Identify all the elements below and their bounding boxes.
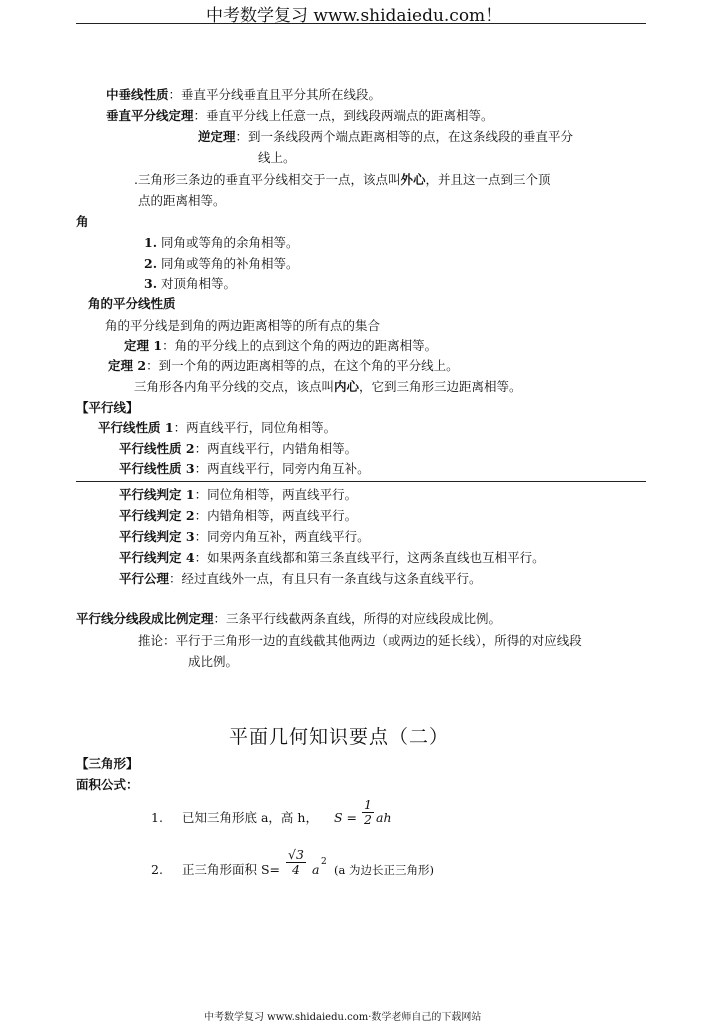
page-header-title: 中考数学复习 www.shidaiedu.com！ xyxy=(206,6,503,26)
perp-bisector-property xyxy=(106,87,381,103)
formula-1-fraction xyxy=(362,798,374,827)
incenter-term: 内心 xyxy=(334,379,360,394)
parallel-property-2 xyxy=(119,441,357,457)
text: ，它到三角形三边距离相等。 xyxy=(359,379,522,394)
formula-1-text: 已知三角形底 a，高 h， xyxy=(182,810,318,825)
formula-2-note: (a 为边长正三角形) xyxy=(334,863,434,877)
label: 平行公理 xyxy=(119,571,170,586)
label: 逆定理 xyxy=(198,129,236,144)
fraction xyxy=(362,798,374,827)
label: 平行线分线段成比例定理 xyxy=(76,611,214,626)
text: 对顶角相等。 xyxy=(161,276,237,291)
text: ：垂直平分线垂直且平分其所在线段。 xyxy=(168,87,382,102)
angle-bisector-heading: 角的平分线性质 xyxy=(88,296,176,311)
perp-bisector-converse-cont: 线上。 xyxy=(258,150,296,165)
parallel-criterion-4 xyxy=(119,550,545,566)
section-title: 平面几何知识要点（二） xyxy=(229,726,450,748)
fraction xyxy=(286,848,306,877)
text: ：两直线平行，内错角相等。 xyxy=(194,441,358,456)
text: ：角的平分线上的点到这个角的两边的距离相等。 xyxy=(162,338,438,353)
fraction-numerator: 1 xyxy=(364,797,372,812)
corollary-line-2: 成比例。 xyxy=(188,654,239,669)
text: ：两直线平行，同旁内角互补。 xyxy=(194,461,370,476)
circumcenter-line-1 xyxy=(134,172,551,188)
circumcenter-line-2: 点的距离相等。 xyxy=(138,193,226,208)
formula-1-lhs: S = xyxy=(334,810,358,825)
parallel-property-1 xyxy=(98,420,336,436)
angle-bisector-theorem-1 xyxy=(124,338,437,354)
parallel-heading: 【平行线】 xyxy=(76,400,139,415)
parallel-property-3 xyxy=(119,461,370,477)
label: 平行线性质 3 xyxy=(119,461,195,476)
formula-2-fraction xyxy=(286,848,306,877)
formula-1-number: 1. xyxy=(151,810,163,825)
corollary-line-1: 推论：平行于三角形一边的直线截其他两边（或两边的延长线），所得的对应线段 xyxy=(138,633,582,648)
fraction-numerator-sqrt: √3 xyxy=(288,847,304,862)
formula-2-variable: a xyxy=(312,862,320,877)
text: ：内错角相等，两直线平行。 xyxy=(194,508,358,523)
label: 垂直平分线定理 xyxy=(106,108,194,123)
angle-item-1 xyxy=(144,235,299,251)
header-rule xyxy=(76,23,646,24)
formula-2-text: 正三角形面积 S= xyxy=(182,862,281,877)
angle-heading: 角 xyxy=(76,214,89,229)
label: 平行线判定 4 xyxy=(119,550,195,565)
num: 3. xyxy=(144,276,158,291)
text: ：同位角相等，两直线平行。 xyxy=(194,487,358,502)
text: ：经过直线外一点，有且只有一条直线与这条直线平行。 xyxy=(169,571,482,586)
angle-item-2 xyxy=(144,256,299,272)
parallel-criterion-3 xyxy=(119,529,370,545)
triangle-heading: 【三角形】 xyxy=(76,756,139,771)
formula-2-exponent: 2 xyxy=(321,857,327,867)
formula-2-number: 2. xyxy=(151,862,163,877)
text: ：垂直平分线上任意一点，到线段两端点的距离相等。 xyxy=(193,108,494,123)
text: .三角形三条边的垂直平分线相交于一点，该点叫 xyxy=(134,172,401,187)
text: ，并且这一点到三个顶 xyxy=(425,172,551,187)
num: 2. xyxy=(144,256,158,271)
text: ：如果两条直线都和第三条直线平行，这两条直线也互相平行。 xyxy=(194,550,545,565)
angle-bisector-theorem-2 xyxy=(108,358,459,374)
text: 同角或等角的余角相等。 xyxy=(161,235,299,250)
parallel-axiom xyxy=(119,571,482,587)
label: 定理 2 xyxy=(108,358,147,373)
parallel-criterion-1 xyxy=(119,487,357,503)
text: ：到一个角的两边距离相等的点，在这个角的平分线上。 xyxy=(146,358,459,373)
text: ：到一条线段两个端点距离相等的点，在这条线段的垂直平分 xyxy=(235,129,574,144)
perp-bisector-theorem xyxy=(106,108,494,124)
section-divider xyxy=(76,481,646,482)
circumcenter-term: 外心 xyxy=(400,172,426,187)
angle-bisector-definition: 角的平分线是到角的两边距离相等的所有点的集合 xyxy=(105,318,381,333)
label: 平行线性质 2 xyxy=(119,441,195,456)
parallel-criterion-2 xyxy=(119,508,357,524)
label: 中垂线性质 xyxy=(106,87,169,102)
text: 同角或等角的补角相等。 xyxy=(161,256,299,271)
page-footer: 中考数学复习 www.shidaiedu.com·数学老师自己的下载网站 xyxy=(204,1012,482,1023)
text: 三角形各内角平分线的交点，该点叫 xyxy=(134,379,335,394)
num: 1. xyxy=(144,235,158,250)
label: 平行线判定 2 xyxy=(119,508,195,523)
angle-item-3 xyxy=(144,276,236,292)
label: 平行线判定 1 xyxy=(119,487,195,502)
fraction-denominator: 2 xyxy=(364,812,372,827)
formula-1-rhs: ah xyxy=(376,810,392,825)
proportional-segments-theorem xyxy=(76,611,501,627)
perp-bisector-converse xyxy=(198,129,573,145)
text: ：三条平行线截两条直线，所得的对应线段成比例。 xyxy=(213,611,502,626)
label: 平行线判定 3 xyxy=(119,529,195,544)
label: 定理 1 xyxy=(124,338,163,353)
fraction-denominator: 4 xyxy=(291,862,300,877)
label: 平行线性质 1 xyxy=(98,420,174,435)
text: ：同旁内角互补，两直线平行。 xyxy=(194,529,370,544)
incenter-statement xyxy=(134,379,522,395)
area-formula-heading: 面积公式： xyxy=(76,777,139,792)
text: ：两直线平行，同位角相等。 xyxy=(173,420,337,435)
